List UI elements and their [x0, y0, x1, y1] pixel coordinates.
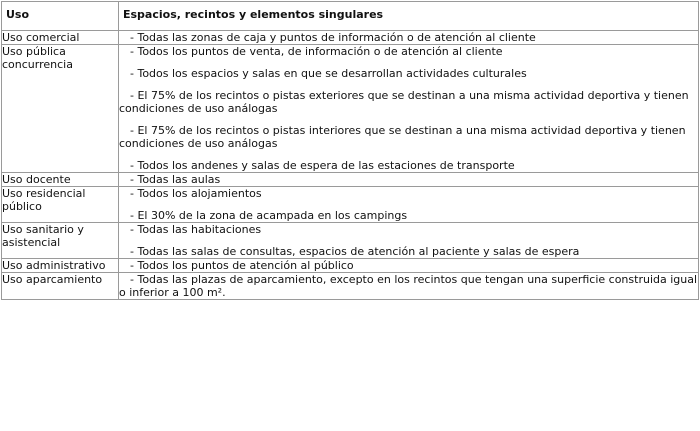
header-espacios: [119, 2, 699, 31]
espacios-cell: [119, 31, 699, 45]
espacio-item: - Todas las salas de consultas, espacios de atención al paciente y salas de espera: [130, 245, 580, 258]
espacio-item: - Todos los andenes y salas de espera de las estaciones de transporte: [130, 159, 515, 172]
espacio-item: - Todos los espacios y salas en que se desarrollan actividades culturales: [130, 67, 527, 80]
table-row: [2, 223, 699, 259]
table-row: [2, 45, 699, 173]
header-row: [2, 2, 699, 31]
espacio-item: - El 75% de los recintos o pistas interiores que se destinan a una misma actividad deportiva y tienen condiciones de uso análogas: [119, 124, 686, 150]
uso-cell: Uso sanitario y asistencial: [2, 223, 119, 259]
espacio-item: - Todas las habitaciones: [130, 223, 262, 236]
header-uso-label: Uso: [6, 8, 30, 21]
header-espacios-label: Espacios, recintos y elementos singulares: [123, 8, 384, 21]
uso-cell: Uso pública concurrencia: [2, 45, 119, 173]
uso-cell: Uso comercial: [2, 31, 119, 45]
uso-cell: Uso aparcamiento: [2, 273, 119, 300]
espacio-item: - Todos los puntos de atención al público: [130, 259, 354, 272]
espacio-item: - Todos los puntos de venta, de información o de atención al cliente: [130, 45, 503, 58]
table-row: [2, 187, 699, 223]
espacios-cell: [119, 223, 699, 259]
espacio-item: - Todas las aulas: [130, 173, 221, 186]
uso-cell: Uso residencial público: [2, 187, 119, 223]
espacio-item: - Todos los alojamientos: [130, 187, 262, 200]
espacios-cell: [119, 273, 699, 300]
espacio-item: - El 75% de los recintos o pistas exteriores que se destinan a una misma actividad deportiva y tienen condiciones de uso análogas: [119, 89, 689, 115]
espacios-cell: [119, 45, 699, 173]
usos-table: [1, 1, 699, 300]
espacios-cell: [119, 173, 699, 187]
espacio-item: - El 30% de la zona de acampada en los campings: [130, 209, 408, 222]
uso-cell: Uso docente: [2, 173, 119, 187]
table-row: [2, 31, 699, 45]
espacios-cell: [119, 259, 699, 273]
uso-cell: Uso administrativo: [2, 259, 119, 273]
espacios-cell: [119, 187, 699, 223]
table-row: [2, 273, 699, 300]
table-row: [2, 173, 699, 187]
espacio-item: - Todas las zonas de caja y puntos de información o de atención al cliente: [130, 31, 536, 44]
table-row: [2, 259, 699, 273]
header-uso: [2, 2, 119, 31]
espacio-item: - Todas las plazas de aparcamiento, excepto en los recintos que tengan una superficie construida igual o inferior a 100 m².: [119, 273, 698, 299]
